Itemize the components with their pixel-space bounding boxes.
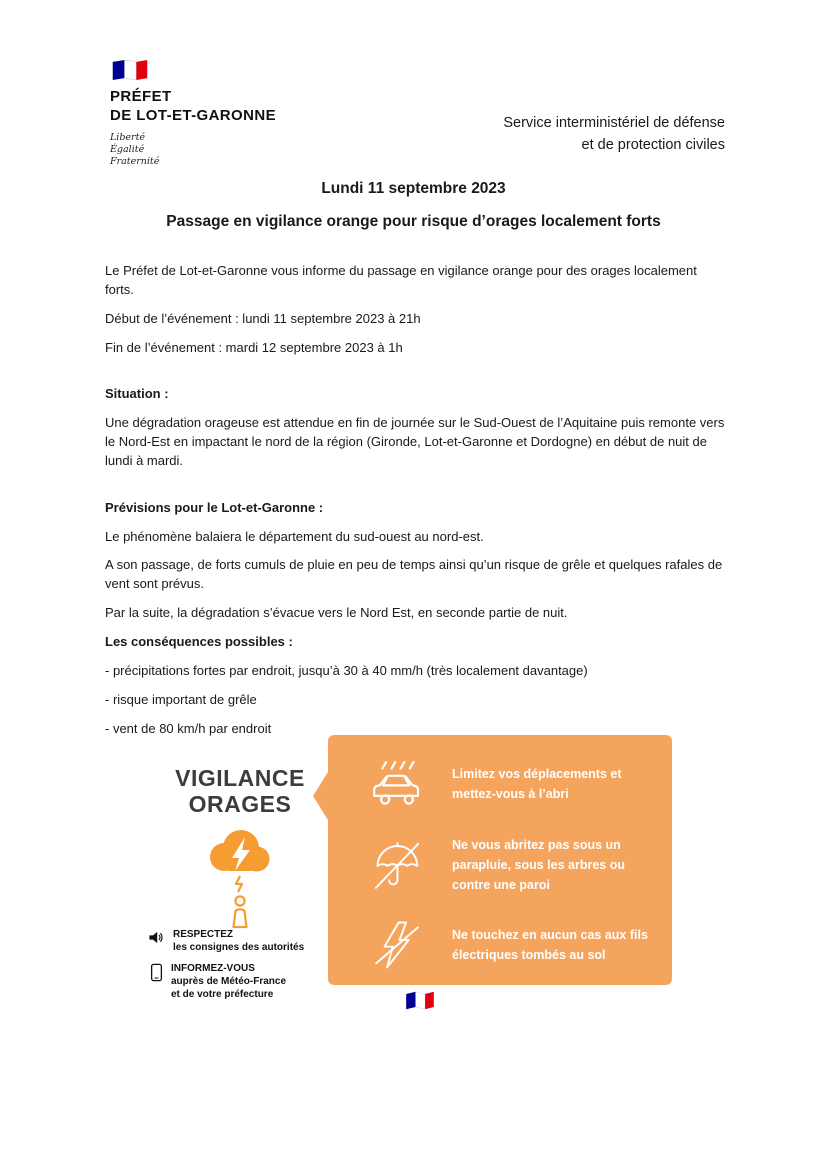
advice-item <box>364 919 654 971</box>
document-body <box>105 262 727 748</box>
service-line: Service interministériel de défense <box>503 115 725 131</box>
event-end-line: Fin de l’événement : mardi 12 septembre 2023 à 1h <box>105 339 403 355</box>
motto-line: Fraternité <box>110 156 160 167</box>
prefecture-logo <box>110 58 276 168</box>
inform-text: auprès de Météo-France <box>171 976 287 987</box>
intro-paragraph: Le Préfet de Lot-et-Garonne vous informe du passage en vigilance orange pour des orages localement forts. <box>105 263 697 297</box>
advice-text: Ne vous abritez pas sous un parapluie, sous les arbres ou contre une paroi <box>452 838 625 892</box>
inform-instructions <box>150 962 286 1001</box>
speaker-icon <box>148 929 165 946</box>
respect-text: les consignes des autorités <box>173 942 305 953</box>
respect-instructions <box>148 928 304 954</box>
respect-text-block <box>173 928 304 954</box>
advice-text: Limitez vos déplacements et mettez-vous à l’abri <box>452 767 622 801</box>
advice-text: Ne touchez en aucun cas aux fils électriques tombés au sol <box>452 928 648 962</box>
consequence-item: - risque important de grêle <box>105 691 257 707</box>
document-date-title: Lundi 11 septembre 2023 <box>321 180 506 197</box>
phone-icon <box>150 963 163 982</box>
vigilance-title-line: VIGILANCE <box>175 765 305 791</box>
advice-panel <box>328 735 672 985</box>
forecast-paragraph: A son passage, de forts cumuls de pluie en peu de temps ainsi qu’un risque de grêle et quelques rafales de vent sont prévus. <box>105 557 723 592</box>
advice-item <box>364 759 654 809</box>
respect-heading: RESPECTEZ <box>173 929 234 940</box>
inform-text: et de votre préfecture <box>171 989 274 1000</box>
fallen-power-line-icon <box>364 919 430 971</box>
motto-line: Liberté <box>110 132 146 143</box>
service-name <box>503 112 725 156</box>
vigilance-infographic <box>0 735 827 1035</box>
inform-heading: INFORMEZ-VOUS <box>171 963 255 974</box>
panel-tail <box>313 767 331 825</box>
vigilance-title-line: ORAGES <box>188 791 292 817</box>
consequence-item: - vent de 80 km/h par endroit <box>105 720 272 736</box>
prefecture-department: DE LOT-ET-GARONNE <box>110 107 276 124</box>
republic-motto <box>110 132 276 168</box>
storm-cloud-lightning-person-icon <box>195 821 285 936</box>
advice-item <box>364 835 654 895</box>
situation-heading: Situation : <box>105 386 169 402</box>
inform-text-block <box>171 962 286 1001</box>
car-rain-icon <box>364 759 430 809</box>
forecast-paragraph: Par la suite, la dégradation s’évacue vers le Nord Est, en seconde partie de nuit. <box>105 605 568 621</box>
consequence-item: - précipitations fortes par endroit, jusqu’à 30 à 40 mm/h (très localement davantage) <box>105 662 588 678</box>
prefecture-name: PRÉFET <box>110 88 172 105</box>
consequences-heading: Les conséquences possibles : <box>105 633 293 649</box>
forecast-heading: Prévisions pour le Lot-et-Garonne : <box>105 499 324 515</box>
no-umbrella-icon <box>364 837 430 893</box>
document-titles <box>0 180 827 231</box>
service-line: et de protection civiles <box>581 137 725 153</box>
french-flag-icon <box>110 58 150 82</box>
situation-text: Une dégradation orageuse est attendue en fin de journée sur le Sud-Ouest de l’Aquitaine puis remonte vers le Nord-Est en impactant le nord de la région (Gironde, Lot-et-Garonne et Dordogne) en début de nuit de lundi à mardi. <box>105 415 725 468</box>
document-subject-title: Passage en vigilance orange pour risque d’orages localement forts <box>166 213 661 230</box>
french-flag-icon <box>404 990 436 1011</box>
forecast-paragraph: Le phénomène balaiera le département du sud-ouest au nord-est. <box>105 528 484 544</box>
motto-line: Égalité <box>110 144 145 155</box>
event-start-line: Début de l’événement : lundi 11 septembre 2023 à 21h <box>105 310 421 326</box>
